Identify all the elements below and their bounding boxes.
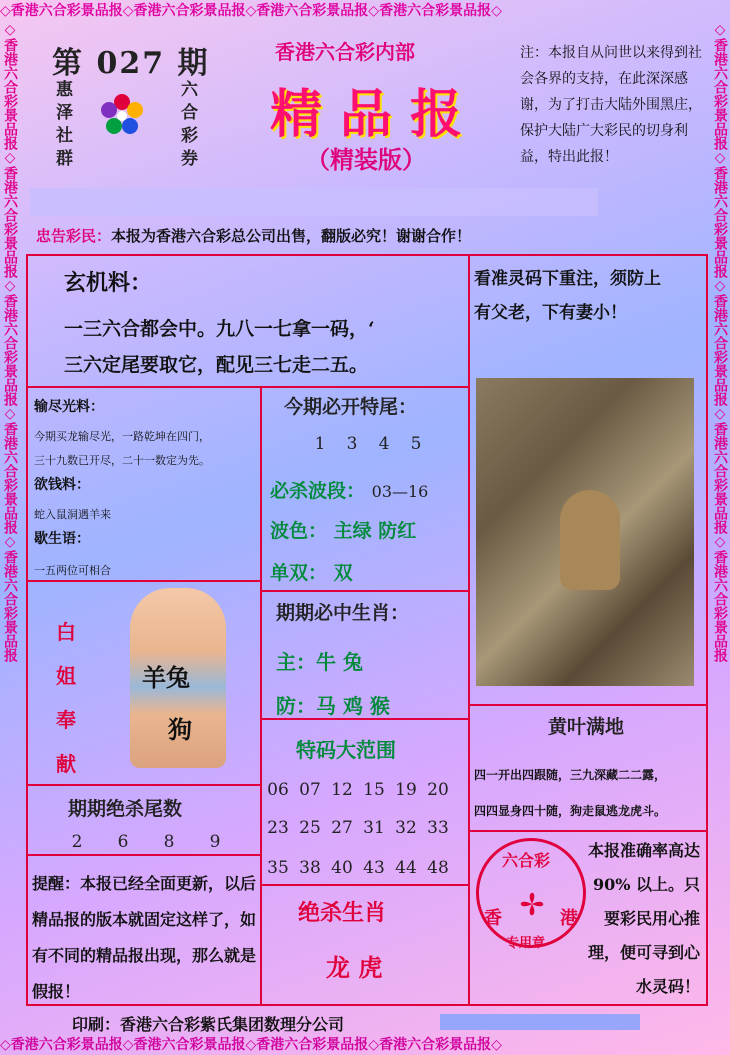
range-number: 40 (331, 858, 353, 878)
xuanji-line-1: 一三六合都会中。九八一七拿一码，‘ (64, 318, 375, 340)
kill-tail-number: 2 (71, 832, 83, 852)
color-main: 主绿 (333, 520, 372, 542)
footer-blur-bar (440, 1014, 640, 1030)
color-line (270, 516, 416, 543)
logo-right-text: 六合彩券 (177, 80, 197, 172)
woman-side-char: 姐 (56, 664, 76, 688)
range-number: 20 (427, 780, 449, 800)
kill-tail-numbers (54, 832, 238, 852)
range-number: 15 (363, 780, 385, 800)
issue-number: 第 027 期 (52, 46, 210, 81)
tail-number: 5 (410, 434, 422, 454)
monkey-title: 黄叶满地 (548, 716, 625, 738)
zodiac-main-value: 牛 兔 (316, 650, 363, 674)
right-banner-strip: ◇香港六合彩景品报◇香港六合彩景品报◇香港六合彩景品报◇香港六合彩景品报◇香港六合彩景品报 (712, 22, 728, 662)
monkey-line-2: 四四显身四十随，狗走鼠逃龙虎斗。 (474, 804, 667, 818)
kill-band-value: 03—16 (371, 482, 429, 501)
kill-zodiac-value: 龙 虎 (326, 953, 383, 982)
warning-line (36, 225, 471, 246)
range-number: 35 (267, 858, 289, 878)
tail-number: 4 (378, 434, 390, 454)
zodiac-main-line (276, 646, 363, 675)
range-number: 19 (395, 780, 417, 800)
tail-title: 今期必开特尾： (284, 396, 418, 418)
warning-text: 本报为香港六合彩总公司出售，翻版必究！谢谢合作！ (111, 227, 472, 245)
range-number: 06 (267, 780, 289, 800)
footer-print: 印刷：香港六合彩紫氏集团数理分公司 (72, 1015, 345, 1034)
zodiac-guard-value: 马 鸡 猴 (316, 694, 390, 718)
money-line: 蛇入鼠洞遇羊来 (34, 508, 111, 521)
zodiac-guard-line (276, 690, 390, 719)
publisher-notice: 注：本报自从问世以来得到社会各界的支持，在此深深感谢，为了打击大陆外围黑庄，保护大陆广大彩民的切身利益，特出此报！ (520, 45, 702, 165)
range-number: 23 (267, 818, 289, 838)
header-title: 精品报 (270, 84, 481, 145)
range-title: 特码大范围 (296, 738, 396, 762)
loss-title: 输尽光料： (34, 399, 104, 415)
zodiac-title: 期期必中生肖： (276, 602, 410, 624)
range-number: 12 (331, 780, 353, 800)
monkey-line-1: 四一开出四跟随，三九深藏二二露， (474, 768, 667, 782)
xuanji-line-2: 三六定尾要取它，配见三七走二五。 (64, 354, 369, 376)
stamp-right-text: 港 (560, 908, 578, 929)
warning-label: 忠告彩民： (36, 227, 112, 245)
range-number: 07 (299, 780, 321, 800)
kill-tail-number: 8 (163, 832, 175, 852)
range-row-2 (262, 818, 454, 838)
range-row-1 (262, 780, 454, 800)
kill-tail-number: 6 (117, 832, 129, 852)
color-label: 波色： (270, 520, 328, 542)
top-right-line-1: 看准灵码下重注，须防上 (474, 269, 661, 289)
stamp-left-text: 香 (484, 908, 502, 929)
odd-even-line (270, 558, 353, 585)
logo-left-text: 惠泽社群 (52, 80, 72, 172)
woman-side-text (54, 610, 78, 786)
bauhinia-icon (514, 886, 550, 922)
loss-line-2: 三十九数已开尽，二十一数定为先。 (34, 454, 210, 467)
range-number: 43 (363, 858, 385, 878)
range-number: 33 (427, 818, 449, 838)
stamp-bottom-text: 专用章 (506, 936, 546, 951)
left-banner-strip: ◇香港六合彩景品报◇香港六合彩景品报◇香港六合彩景品报◇香港六合彩景品报◇香港六合彩景品报 (2, 22, 18, 662)
header-subtitle: 香港六合彩内部 (275, 40, 415, 64)
top-banner-strip: ◇香港六合彩景品报◇香港六合彩景品报◇香港六合彩景品报◇香港六合彩景品报◇ (0, 3, 502, 19)
range-number: 25 (299, 818, 321, 838)
stamp-top-text: 六合彩 (502, 851, 551, 870)
range-row-3 (262, 858, 454, 878)
xiesheng-line: 一五两位可相合 (34, 564, 111, 577)
blurred-banner (30, 188, 598, 216)
tail-number: 1 (314, 434, 326, 454)
woman-side-char: 献 (56, 752, 76, 776)
woman-label-2: 狗 (168, 715, 192, 744)
color-guard: 防红 (378, 520, 417, 542)
kill-tail-number: 9 (209, 832, 221, 852)
bottom-banner-strip: ◇香港六合彩景品报◇香港六合彩景品报◇香港六合彩景品报◇香港六合彩景品报◇ (0, 1037, 502, 1053)
range-number: 31 (363, 818, 385, 838)
kill-tail-title: 期期绝杀尾数 (68, 798, 183, 820)
money-title: 欲钱料： (34, 477, 90, 493)
range-number: 38 (299, 858, 321, 878)
range-number: 27 (331, 818, 353, 838)
tail-numbers (304, 434, 432, 454)
accuracy-text: 本报准确率高达 90% 以上。只要彩民用心推理，便可寻到心水灵码！ (587, 841, 700, 996)
woman-side-char: 白 (56, 620, 76, 644)
header-edition: （精装版） (306, 145, 426, 174)
zodiac-guard-label: 防： (276, 694, 316, 718)
woman-side-char: 奉 (56, 708, 76, 732)
tail-number: 3 (346, 434, 358, 454)
kill-band-line (270, 476, 428, 503)
reminder-text: 提醒：本报已经全面更新，以后精品报的版本就固定这样了，如有不同的精品报出现，那么就是假报！ (32, 874, 257, 1001)
lottery-logo-icon (98, 92, 146, 140)
range-number: 32 (395, 818, 417, 838)
loss-line-1: 今期买龙输尽光，一路乾坤在四门， (34, 430, 210, 443)
xuanji-title: 玄机料： (64, 270, 153, 296)
odd-even-label: 单双： (270, 562, 328, 584)
kill-band-label: 必杀波段： (270, 480, 366, 502)
top-right-line-2: 有父老，下有妻小！ (474, 303, 627, 323)
xiesheng-title: 歇生语： (34, 531, 90, 547)
range-number: 44 (395, 858, 417, 878)
odd-even-value: 双 (333, 562, 353, 584)
zodiac-main-label: 主： (276, 650, 316, 674)
range-number: 48 (427, 858, 449, 878)
monkey-figure (560, 490, 620, 590)
woman-label-1: 羊兔 (142, 663, 190, 692)
kill-zodiac-title: 绝杀生肖 (298, 900, 387, 926)
